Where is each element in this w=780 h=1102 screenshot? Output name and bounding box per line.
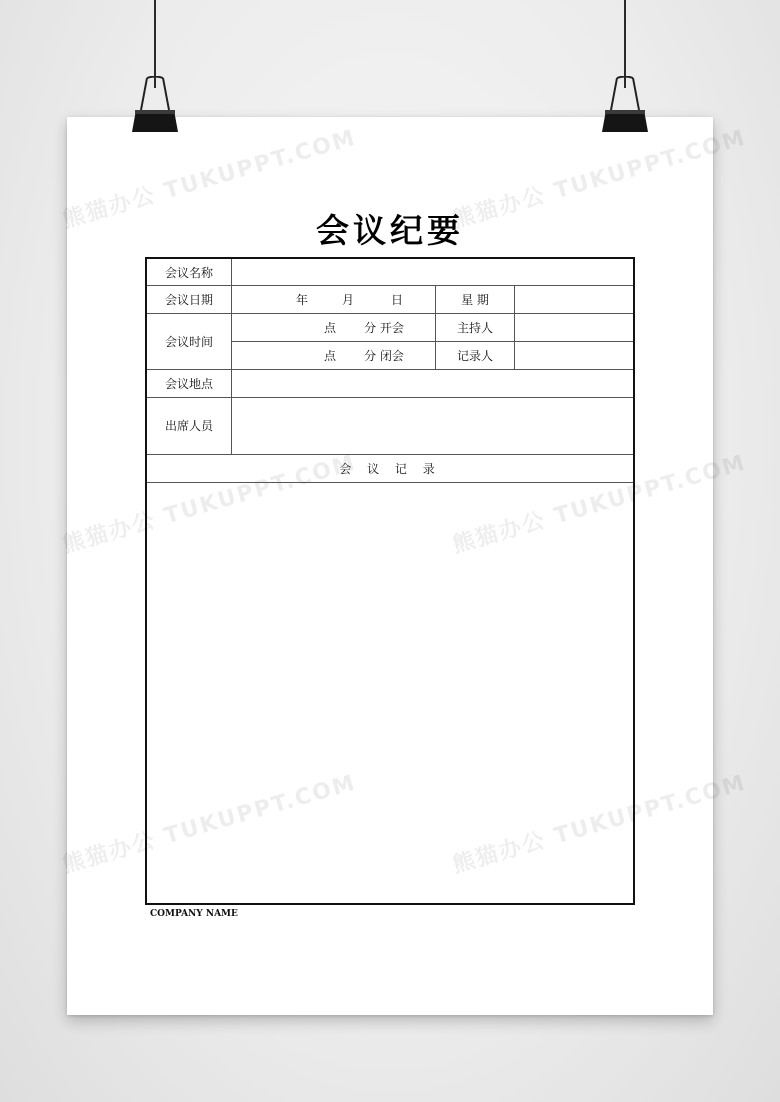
meeting-name-label: 会议名称 bbox=[164, 265, 213, 280]
weekday-field[interactable] bbox=[515, 285, 633, 313]
end-minute-label: 分 闭会 bbox=[364, 348, 404, 363]
date-year-label: 年 bbox=[295, 292, 308, 307]
minutes-header: 会 议 记 录 bbox=[339, 461, 441, 476]
minutes-body-field[interactable] bbox=[147, 483, 633, 903]
location-label: 会议地点 bbox=[164, 376, 213, 391]
company-name: COMPANY NAME bbox=[150, 909, 238, 919]
end-point-label: 点 bbox=[323, 348, 336, 363]
start-point-label: 点 bbox=[323, 320, 336, 335]
document-title: 会议纪要 bbox=[316, 211, 464, 250]
watermark-1: 熊猫办公 TUKUPPT.COM bbox=[59, 125, 360, 234]
meeting-name-field[interactable] bbox=[232, 259, 633, 285]
host-field[interactable] bbox=[515, 313, 633, 341]
attendees-label: 出席人员 bbox=[164, 419, 213, 433]
paper-sheet bbox=[59, 117, 750, 1015]
watermark-4: 熊猫办公 TUKUPPT.COM bbox=[449, 450, 750, 559]
watermark-3: 熊猫办公 TUKUPPT.COM bbox=[59, 450, 360, 559]
date-month-label: 月 bbox=[341, 292, 354, 307]
location-field[interactable] bbox=[232, 369, 633, 397]
hanging-wire-left bbox=[154, 0, 156, 88]
weekday-label: 星 期 bbox=[461, 292, 489, 307]
meeting-time-label: 会议时间 bbox=[164, 334, 213, 349]
meeting-form bbox=[145, 257, 635, 905]
date-day-label: 日 bbox=[390, 292, 403, 307]
hanging-wire-right bbox=[624, 0, 626, 88]
host-label: 主持人 bbox=[456, 320, 493, 335]
watermark-6: 熊猫办公 TUKUPPT.COM bbox=[449, 770, 750, 879]
start-minute-label: 分 开会 bbox=[364, 320, 404, 335]
binder-clip-left-icon bbox=[131, 76, 179, 134]
watermark-2: 熊猫办公 TUKUPPT.COM bbox=[449, 125, 750, 234]
binder-clip-right-icon bbox=[601, 76, 649, 134]
meeting-date-label: 会议日期 bbox=[164, 292, 213, 307]
recorder-label: 记录人 bbox=[456, 348, 493, 363]
recorder-field[interactable] bbox=[515, 341, 633, 369]
attendees-field[interactable] bbox=[232, 397, 633, 454]
watermark-5: 熊猫办公 TUKUPPT.COM bbox=[59, 770, 360, 879]
